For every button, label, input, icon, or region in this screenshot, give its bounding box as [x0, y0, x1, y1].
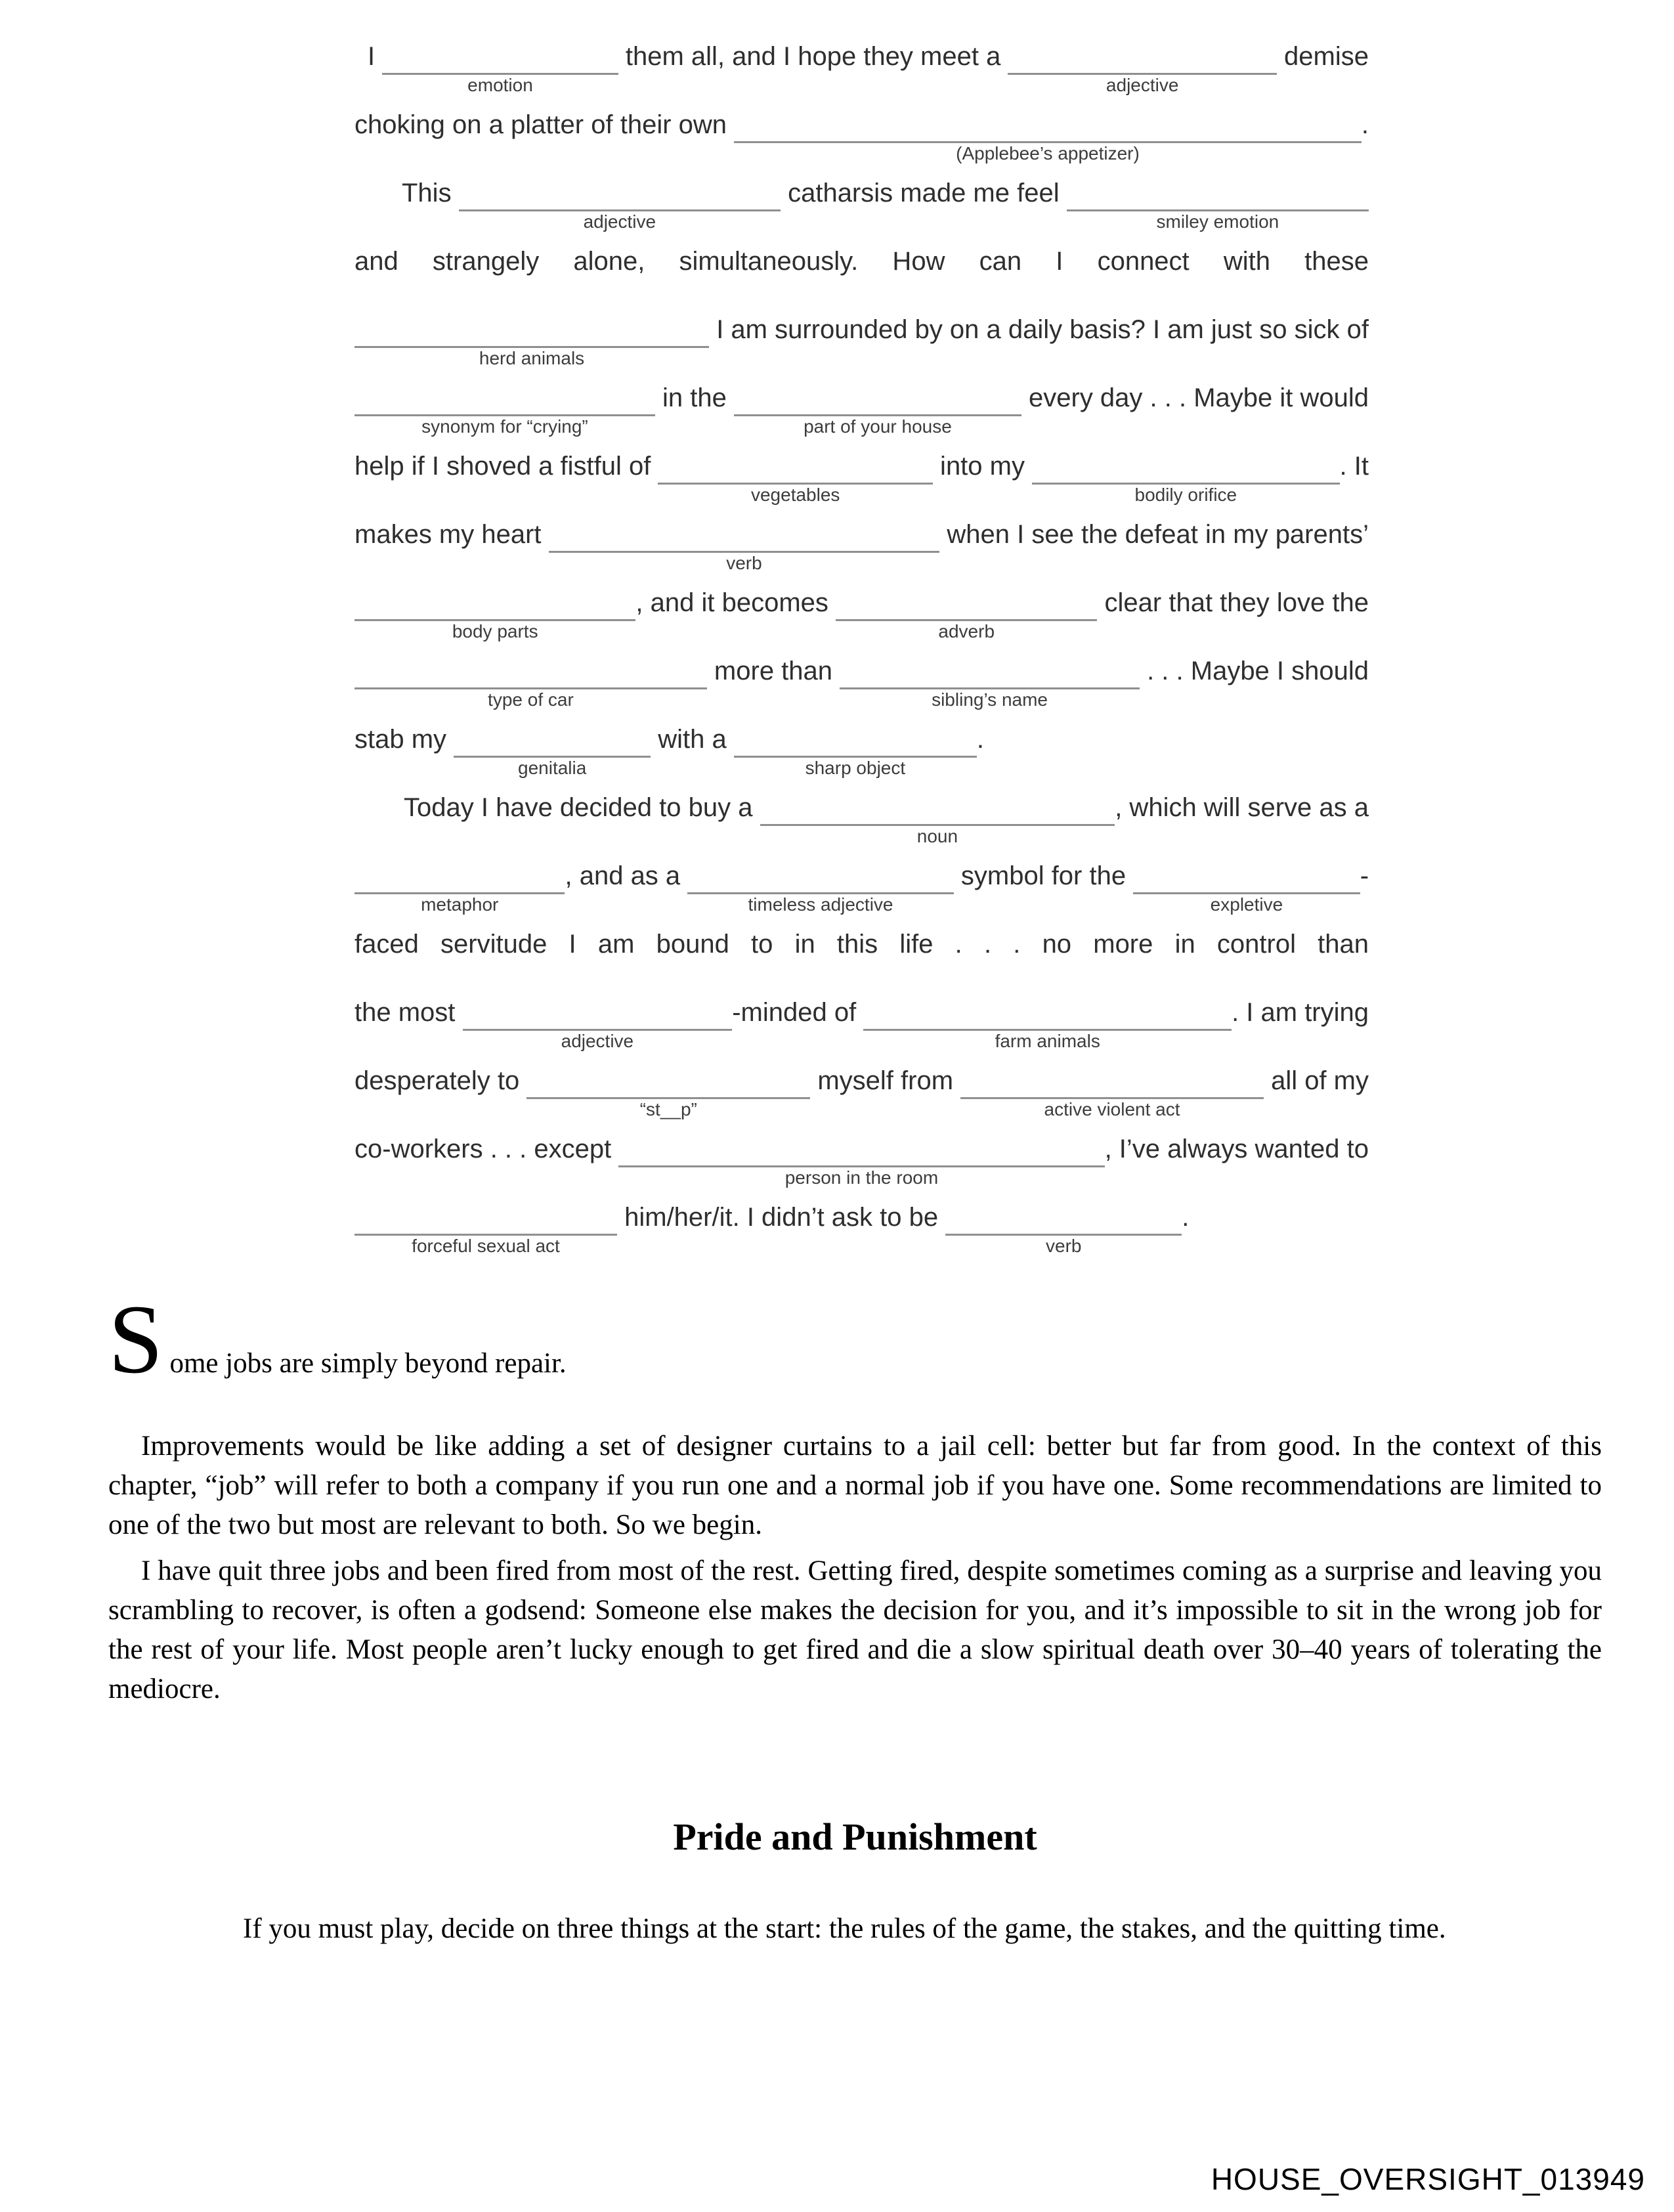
- madlib-text: him/her/it. I didn’t ask to be: [617, 1203, 946, 1232]
- madlib-blank-line: [840, 653, 1140, 710]
- madlib-blank-line: [354, 653, 707, 710]
- madlib-line: [354, 857, 1369, 915]
- madlib-text: Today I have decided to buy a: [404, 793, 760, 822]
- madlib-blank-label: active violent act: [1044, 1099, 1180, 1119]
- madlib-blank-label: “st__p”: [639, 1099, 697, 1119]
- madlib-blank-label: farm animals: [995, 1031, 1100, 1051]
- madlib-line: [354, 1199, 1369, 1256]
- madlib-blank-line: [354, 857, 565, 915]
- madlib-blank-label: forceful sexual act: [412, 1236, 560, 1256]
- madlib-blank-label: noun: [916, 826, 958, 846]
- madlib-blank-line: [618, 1131, 1104, 1188]
- madlib-text: I am surrounded by on a daily basis? I am just so sick of: [709, 315, 1369, 344]
- madlib-text: more than: [706, 657, 840, 685]
- madlib-blank-line: [836, 584, 1097, 641]
- madlib-text: , and it becomes: [635, 588, 836, 617]
- madlib-text: clear that they love the: [1097, 588, 1369, 617]
- madlib-blank-label: part of your house: [804, 416, 952, 437]
- madlib-text: co-workers . . . except: [354, 1135, 619, 1163]
- madlib-blank-label: adjective: [561, 1031, 634, 1051]
- madlib-line: [354, 380, 1369, 437]
- madlib-text: -minded of: [732, 998, 864, 1027]
- madlib-line: [354, 721, 1369, 778]
- madlib-line-spacer: [984, 721, 1369, 758]
- madlib-line-spacer: [1189, 1199, 1369, 1236]
- madlib-text: catharsis made me feel: [780, 179, 1067, 207]
- madlib-line: [354, 516, 1369, 573]
- section-heading: Pride and Punishment: [673, 1815, 1037, 1858]
- madlib-blank-line: [1133, 857, 1360, 915]
- madlib-blank-line: [454, 721, 651, 778]
- madlib-blank-label: person in the room: [784, 1167, 939, 1188]
- madlib-text: I: [368, 42, 383, 71]
- madlib-worksheet: [354, 38, 1369, 1267]
- madlib-text: myself from: [810, 1066, 961, 1095]
- madlib-text: .: [1361, 110, 1369, 139]
- madlib-text: in the: [655, 383, 734, 412]
- paragraph-improvements: Improvements would be like adding a set of designer curtains to a jail cell: better but far from good. In the context of this chapter, “job” will refer to both a company if you run one and a normal job if you have one. Some recommendations are limited to one of the two but most are relevant to both. So we begin.: [108, 1431, 1602, 1540]
- madlib-text: demise: [1276, 42, 1369, 71]
- madlib-text: makes my heart: [354, 520, 549, 549]
- madlib-blank-line: [354, 584, 635, 641]
- chapter-body: [108, 1285, 1602, 1949]
- madlib-blank-label: adverb: [938, 621, 995, 641]
- paragraph-quit-jobs: I have quit three jobs and been fired from most of the rest. Getting fired, despite sometimes coming as a surprise and leaving you scrambling to recover, is often a godsend: Someone else makes the decision for you, and it’s impossible to sit in the wrong job for the rest of your life. Most people aren’t lucky enough to get fired and die a slow spiritual death over 30–40 years of tolerating the mediocre.: [108, 1555, 1602, 1704]
- madlib-blank-label: sharp object: [805, 758, 906, 778]
- madlib-blank-label: vegetables: [750, 485, 840, 505]
- dropcap-paragraph-text: ome jobs are simply beyond repair.: [169, 1348, 567, 1379]
- madlib-blank-line: [687, 857, 953, 915]
- madlib-line: [354, 38, 1369, 95]
- madlib-text: stab my: [354, 725, 454, 754]
- madlib-blank-label: smiley emotion: [1156, 211, 1279, 232]
- madlib-blank-label: verb: [1046, 1236, 1082, 1256]
- madlib-blank-label: herd animals: [479, 348, 585, 368]
- madlib-blank-label: body parts: [452, 621, 538, 641]
- madlib-blank-line: [734, 721, 977, 778]
- madlib-text: them all, and I hope they meet a: [618, 42, 1008, 71]
- madlib-line: [354, 994, 1369, 1051]
- madlib-blank-line: [960, 1062, 1264, 1119]
- madlib-blank-line: [945, 1199, 1182, 1256]
- madlib-text: . I am trying: [1232, 998, 1369, 1027]
- madlib-blank-label: expletive: [1210, 894, 1283, 915]
- madlib-text: all of my: [1263, 1066, 1369, 1095]
- dropcap-letter: S: [108, 1285, 163, 1394]
- madlib-blank-line: [549, 516, 940, 573]
- madlib-text: -: [1360, 861, 1369, 890]
- madlib-line: [354, 311, 1369, 368]
- madlib-blank-line: [1032, 448, 1339, 505]
- madlib-text: , and as a: [565, 861, 688, 890]
- madlib-line: [354, 1062, 1369, 1119]
- bates-stamp: HOUSE_OVERSIGHT_013949: [1211, 2162, 1645, 2196]
- madlib-blank-label: sibling’s name: [932, 689, 1048, 710]
- madlib-text: with a: [651, 725, 734, 754]
- madlib-blank-label: synonym for “crying”: [421, 416, 588, 437]
- madlib-text: the most: [354, 998, 463, 1027]
- madlib-blank-line: [459, 175, 781, 232]
- madlib-line: [354, 584, 1369, 641]
- madlib-blank-label: emotion: [467, 75, 533, 95]
- madlib-text: .: [976, 725, 984, 754]
- madlib-blank-line: [354, 1199, 617, 1256]
- madlib-text: choking on a platter of their own: [354, 110, 735, 139]
- madlib-text: help if I shoved a fistful of: [354, 452, 658, 481]
- madlib-blank-label: type of car: [488, 689, 574, 710]
- madlib-text: desperately to: [354, 1066, 527, 1095]
- madlib-blank-line: [734, 106, 1362, 163]
- madlib-line: [354, 789, 1369, 846]
- madlib-line: [354, 653, 1369, 710]
- madlib-blank-line: [863, 994, 1232, 1051]
- madlib-blank-line: [734, 380, 1021, 437]
- madlib-text: This: [402, 179, 459, 207]
- madlib-text: symbol for the: [953, 861, 1134, 890]
- paragraph-if-you-must-play: If you must play, decide on three things at the start: the rules of the game, the stakes, and the quitting time.: [243, 1913, 1446, 1944]
- madlib-line: [354, 175, 1369, 232]
- madlib-line: [354, 448, 1369, 505]
- madlib-blank-line: [1067, 175, 1369, 232]
- madlib-blank-label: adjective: [583, 211, 656, 232]
- madlib-blank-line: [760, 789, 1115, 846]
- madlib-line: [354, 1131, 1369, 1188]
- madlib-text: . It: [1339, 452, 1369, 481]
- madlib-blank-label: adjective: [1105, 75, 1179, 95]
- paragraph-dropcap: [108, 1285, 1602, 1394]
- madlib-blank-line: [658, 448, 932, 505]
- madlib-line: and strangely alone, simultaneously. How can I connect with these: [354, 247, 1369, 276]
- madlib-blank-line: [1008, 38, 1277, 95]
- madlib-text: , which will serve as a: [1115, 793, 1369, 822]
- madlib-blank-label: verb: [726, 553, 762, 573]
- madlib-blank-line: [354, 380, 655, 437]
- madlib-blank-line: [354, 311, 709, 368]
- madlib-text: .: [1182, 1203, 1190, 1232]
- madlib-text: when I see the defeat in my parents’: [939, 520, 1369, 549]
- madlib-blank-label: metaphor: [421, 894, 499, 915]
- madlib-blank-label: timeless adjective: [748, 894, 893, 915]
- madlib-blank-line: [382, 38, 618, 95]
- madlib-blank-line: [526, 1062, 810, 1119]
- madlib-text: . . . Maybe I should: [1139, 657, 1369, 685]
- madlib-blank-label: bodily orifice: [1134, 485, 1237, 505]
- madlib-line: faced servitude I am bound to in this life . . . no more in control than: [354, 930, 1369, 959]
- madlib-line: [354, 106, 1369, 163]
- madlib-blank-label: genitalia: [518, 758, 587, 778]
- madlib-blank-label: (Applebee’s appetizer): [956, 143, 1140, 163]
- madlib-text: , I’ve always wanted to: [1104, 1135, 1369, 1163]
- madlib-text: into my: [932, 452, 1033, 481]
- madlib-blank-line: [463, 994, 733, 1051]
- madlib-text: every day . . . Maybe it would: [1021, 383, 1369, 412]
